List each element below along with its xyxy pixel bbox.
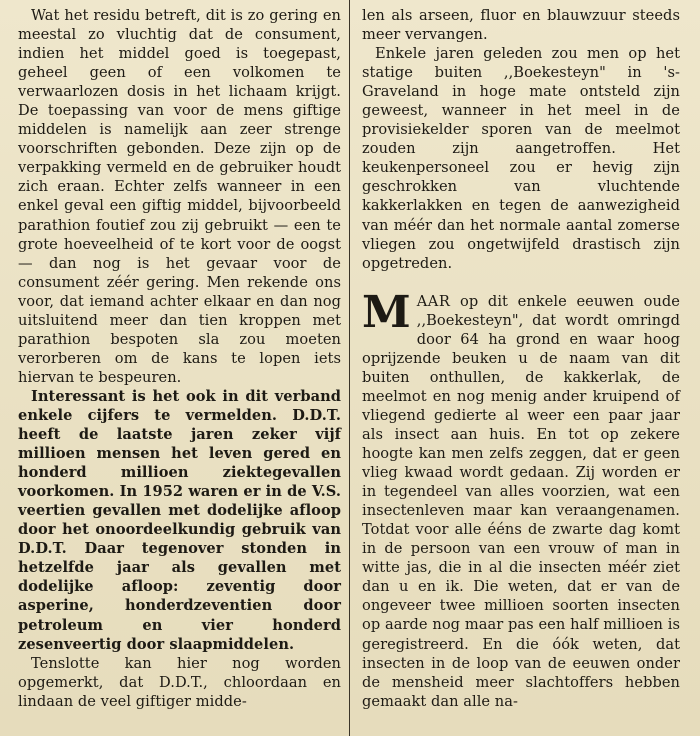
- left-column: [18, 6, 341, 711]
- lead-caps: AAR: [416, 292, 451, 310]
- closing-paragraph: Tenslotte kan hier nog worden opgemerkt, dat D.D.T., chloordaan en lindaan de veel giftiger midde-: [18, 654, 341, 710]
- column-divider: [349, 0, 350, 736]
- ddt-statistics-paragraph: Interessant is het ook in dit verband enkele cijfers te vermelden. D.D.T. heeft de laatste jaren zeker vijf millioen mensen het leven gered en honderd millioen ziektegevallen voorkomen. In 1952 waren er in de V.S. veertien gevallen met dodelijke afloop door het onoordeelkundig gebruik van D.D.T. Daar tegenover stonden in hetzelfde jaar als gevallen met dodelijke afloop: zeventig door asperine, honderdzeventien door petroleum en vier honderd zesenveertig door slaapmiddelen.: [18, 387, 341, 653]
- right-column: [362, 6, 680, 711]
- insect-paragraph-text: op dit enkele eeuwen oude ,,Boekesteyn", dat wordt omringd door 64 ha grond en waar hoog oprijzende beuken u de naam van dit buiten onthullen, de kakkerlak, de meelmot en nog menig ander kruipend of vliegend gedierte al weer een paar jaar als insect aan huis. En tot op zekere hoogte kan men zelfs zeggen, dat er geen vlieg kwaad wordt gedaan. Zij worden er in tegendeel van alles voorzien, wat een insectenleven maar kan veraangenamen. Totdat voor alle ééns de zwarte dag komt in de persoon van een vrouw of man in witte jas, die in al die insecten méér ziet dan u en ik. Die weten, dat er van de ongeveer twee millioen soorten insecten op aarde nog maar pas een half millioen is geregistreerd. En die óók weten, dat insecten in de loop van de eeuwen onder de mensheid meer slachtoffers hebben gemaakt dan alle na-: [362, 292, 680, 710]
- dropcap-paragraph: [362, 286, 680, 711]
- boekesteyn-paragraph: Enkele jaren geleden zou men op het statige buiten ,,Boekesteyn" in 's-Graveland in hoge mate ontsteld zijn geweest, wanneer in het meel in de provisiekelder sporen van de meelmot zouden zijn aangetroffen. Het keukenpersoneel zou er hevig zijn geschrokken van vluchtende kakkerlakken en tegen de aanwezigheid van méér dan het normale aantal zomerse vliegen zou ongetwijfeld drastisch zijn opgetreden.: [362, 45, 680, 272]
- drop-initial: M: [362, 286, 411, 338]
- residu-paragraph: Wat het residu betreft, dit is zo gering en meestal zo vluchtig dat de consument, indien het middel goed is toegepast, geheel geen of een volkomen te verwaarlozen dosis in het lichaam krijgt. De toepassing van voor de mens giftige middelen is namelijk aan zeer strenge voorschriften gebonden. Deze zijn op de verpakking vermeld en de gebruiker houdt zich eraan. Echter zelfs wanneer in een enkel geval een giftig middel, bijvoorbeeld parathion foutief zou zij gebruikt — een te grote hoeveelheid of te kort voor de oogst — dan nog is het gevaar voor de consument zéér gering. Men rekende ons voor, dat iemand achter elkaar en dan nog uitsluitend meer dan tien kroppen met parathion bespoten sla zou moeten verorberen om de kans te lopen iets hiervan te bespeuren.: [18, 7, 341, 386]
- continued-paragraph: len als arseen, fluor en blauwzuur steeds meer vervangen.: [362, 7, 680, 44]
